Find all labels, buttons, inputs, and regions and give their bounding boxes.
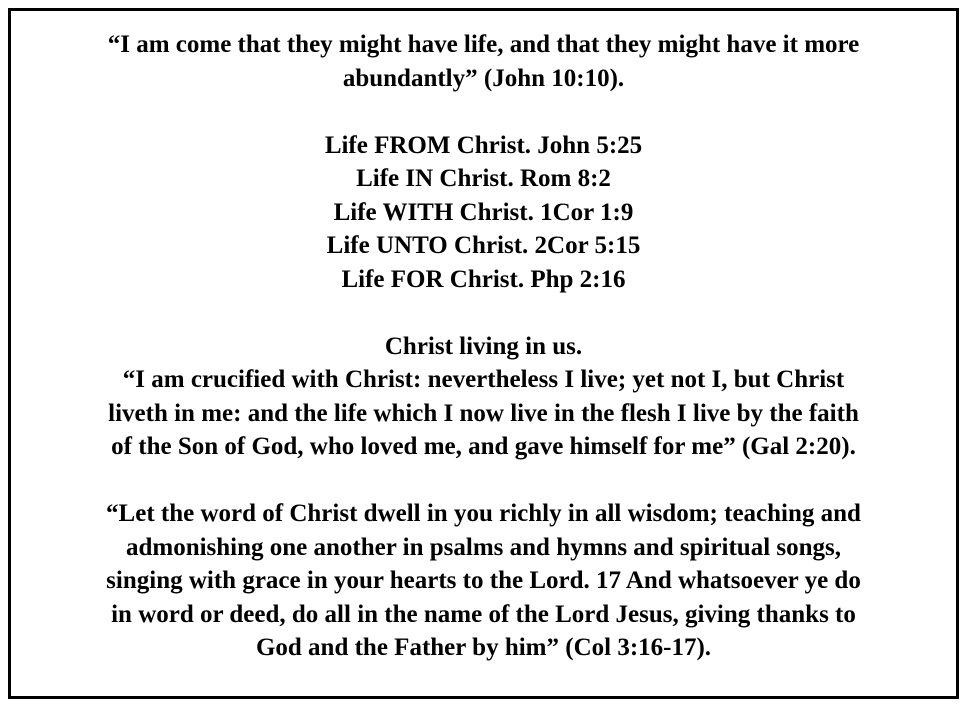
quote-line: singing with grace in your hearts to the Lord. 17 And whatsoever ye do <box>106 567 861 594</box>
quote-line: in word or deed, do all in the name of the Lord Jesus, giving thanks to <box>111 600 856 628</box>
quote-line: abundantly” (John 10:10). <box>342 64 625 92</box>
paragraph-gap <box>31 464 936 498</box>
quote-line: “I am come that they might have life, and that they might have it more <box>107 31 860 58</box>
document-frame <box>8 8 959 699</box>
section-heading: Christ living in us. <box>384 332 583 360</box>
quote-line: admonishing one another in psalms and hymns and spiritual songs, <box>125 533 842 561</box>
life-list <box>31 129 936 297</box>
quote-line: of the Son of God, who loved me, and gave himself for me” (Gal 2:20). <box>111 433 856 460</box>
quote-line: God and the Father by him” (Col 3:16-17). <box>255 634 712 661</box>
quote-line: liveth in me: and the life which I now live in the flesh I live by the faith <box>108 399 859 427</box>
paragraph-gap <box>31 95 936 129</box>
quote-gal-2-20 <box>31 363 936 464</box>
life-list-item: Life FOR Christ. Php 2:16 <box>341 265 626 293</box>
paragraph-gap <box>31 296 936 330</box>
quote-john-10-10 <box>31 28 936 95</box>
quote-line: “I am crucified with Christ: nevertheless I live; yet not I, but Christ <box>122 366 845 393</box>
quote-line: “Let the word of Christ dwell in you richly in all wisdom; teaching and <box>106 500 861 527</box>
document-body <box>11 28 956 665</box>
life-list-item: Life IN Christ. Rom 8:2 <box>356 165 611 192</box>
life-list-item: Life FROM Christ. John 5:25 <box>324 131 643 159</box>
quote-col-3-16 <box>31 497 936 665</box>
life-list-item: Life UNTO Christ. 2Cor 5:15 <box>326 232 641 259</box>
life-list-item: Life WITH Christ. 1Cor 1:9 <box>333 198 634 226</box>
